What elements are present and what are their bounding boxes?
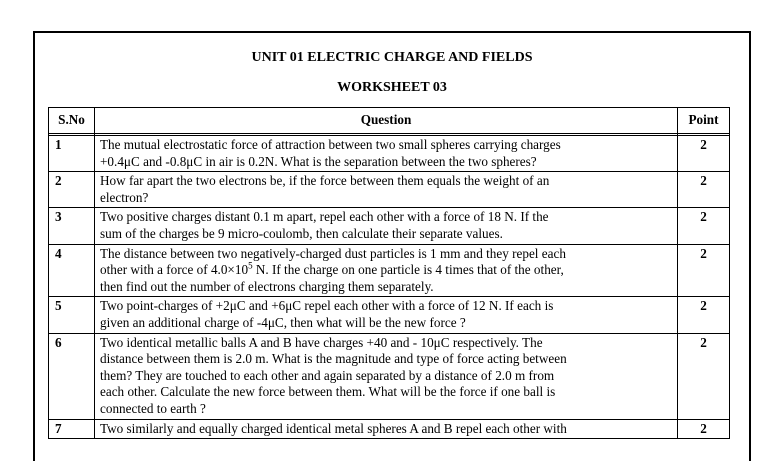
- question-text: [95, 419, 678, 439]
- question-point: 2: [678, 419, 730, 439]
- question-line: them? They are touched to each other and again separated by a distance of 2.0 m from: [100, 367, 555, 383]
- question-point: 2: [678, 244, 730, 297]
- question-line: The mutual electrostatic force of attraction between two small spheres carrying charges: [100, 137, 561, 152]
- question-line: then find out the number of electrons charging them separately.: [100, 278, 434, 294]
- question-line: How far apart the two electrons be, if the force between them equals the weight of an: [100, 173, 550, 189]
- question-line: +0.4μC and -0.8μC in air is 0.2N. What is the separation between the two spheres?: [100, 153, 537, 169]
- table-row: [49, 419, 730, 439]
- question-line: Two similarly and equally charged identical metal spheres A and B repel each other with: [100, 420, 567, 436]
- question-line: distance between them is 2.0 m. What is the magnitude and type of force acting between: [100, 351, 567, 367]
- question-text: [95, 208, 678, 244]
- question-line: electron?: [100, 189, 149, 205]
- table-row: [49, 172, 730, 208]
- question-point: 2: [678, 333, 730, 419]
- question-number: 4: [49, 244, 95, 297]
- question-number: 1: [49, 136, 95, 172]
- question-number: 7: [49, 419, 95, 439]
- question-text: [95, 333, 678, 419]
- column-header-sno: S.No: [49, 108, 95, 134]
- question-line: [100, 262, 672, 279]
- table-row: [49, 208, 730, 244]
- question-line: each other. Calculate the new force between them. What will be the force if one ball is: [100, 384, 556, 400]
- question-point: 2: [678, 208, 730, 244]
- question-number: 3: [49, 208, 95, 244]
- question-table: [48, 107, 730, 439]
- column-header-point: Point: [678, 108, 730, 134]
- column-header-question: Question: [95, 108, 678, 134]
- exponent: 5: [248, 260, 253, 271]
- question-point: 2: [678, 136, 730, 172]
- question-line: The distance between two negatively-charged dust particles is 1 mm and they repel each: [100, 245, 566, 261]
- question-line-part: N. If the charge on one particle is 4 times that of the other,: [252, 262, 564, 278]
- question-line: Two positive charges distant 0.1 m apart, repel each other with a force of 18 N. If the: [100, 209, 549, 225]
- table-row: [49, 333, 730, 419]
- question-line: Two identical metallic balls A and B have charges +40 and - 10μC respectively. The: [100, 334, 543, 350]
- unit-title: UNIT 01 ELECTRIC CHARGE AND FIELDS: [251, 50, 533, 65]
- table-header-row: [49, 108, 730, 134]
- question-number: 2: [49, 172, 95, 208]
- table-row: [49, 136, 730, 172]
- question-line: Two point-charges of +2μC and +6μC repel each other with a force of 12 N. If each is: [100, 298, 554, 314]
- worksheet-title: WORKSHEET 03: [337, 80, 447, 95]
- question-text: [95, 136, 678, 172]
- question-text: [95, 297, 678, 333]
- question-text: [95, 244, 678, 297]
- table-row: [49, 244, 730, 297]
- question-line: given an additional charge of -4μC, then what will be the new force ?: [100, 314, 466, 330]
- question-point: 2: [678, 297, 730, 333]
- question-number: 6: [49, 333, 95, 419]
- question-line: connected to earth ?: [100, 400, 206, 416]
- question-line-part: other with a force of 4.0×10: [100, 262, 249, 278]
- question-text: [95, 172, 678, 208]
- question-line: sum of the charges be 9 micro-coulomb, then calculate their separate values.: [100, 225, 503, 241]
- question-point: 2: [678, 172, 730, 208]
- question-number: 5: [49, 297, 95, 333]
- table-row: [49, 297, 730, 333]
